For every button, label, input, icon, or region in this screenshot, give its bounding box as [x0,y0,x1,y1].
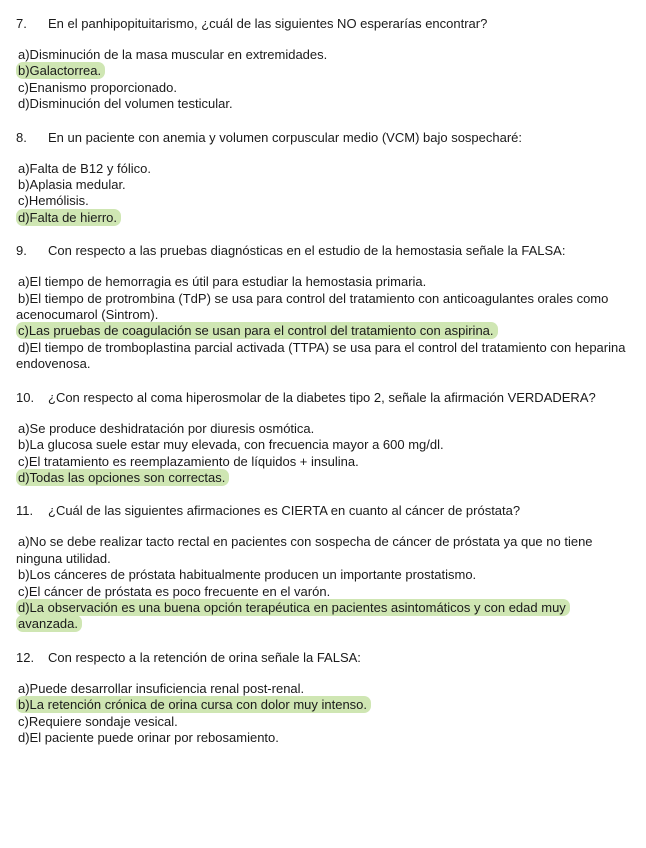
answer-option-text: a)Se produce deshidratación por diuresis osmótica. [18,420,315,436]
question-title [16,242,630,259]
answer-option [16,193,630,209]
answer-option [16,421,630,437]
answer-option-text: c)El cáncer de próstata es poco frecuente en el varón. [18,583,331,599]
answer-option-highlighted [16,600,630,633]
question-text: Con respecto a la retención de orina señale la FALSA: [48,649,361,665]
question-text: ¿Cuál de las siguientes afirmaciones es CIERTA en cuanto al cáncer de próstata? [48,503,521,519]
answer-option [16,340,630,373]
exam-document [16,15,630,746]
answer-options [16,274,630,372]
question-spacer [16,633,630,649]
question-title [16,129,630,146]
question-text: En un paciente con anemia y volumen corpuscular medio (VCM) bajo sospecharé: [48,129,523,145]
question-spacer [16,373,630,389]
answer-option-highlighted [16,210,630,226]
question-title [16,389,630,406]
answer-option [16,161,630,177]
answer-option [16,584,630,600]
answer-option-text: c)Enanismo proporcionado. [18,79,177,95]
answer-option [16,454,630,470]
answer-option-text: b)La retención crónica de orina cursa con dolor muy intenso. [16,696,371,713]
question-number: 10. [16,389,35,405]
answer-option-text: a)No se debe realizar tacto rectal en pacientes con sospecha de cáncer de próstata ya que no tiene ninguna utilidad. [16,534,593,566]
question-spacer [16,486,630,502]
answer-option [16,681,630,697]
question-number: 12. [16,649,35,665]
answer-option-highlighted [16,697,630,713]
question-10 [16,389,630,487]
answer-option-text: a)Puede desarrollar insuficiencia renal post-renal. [18,680,305,696]
question-12 [16,649,630,747]
answer-options [16,47,630,113]
answer-option-text: a)Disminución de la masa muscular en extremidades. [18,47,328,62]
answer-option [16,96,630,112]
answer-option [16,274,630,290]
question-number: 9. [16,243,27,259]
answer-option-highlighted [16,63,630,79]
answer-option-text: d)El paciente puede orinar por rebosamiento. [18,729,279,745]
question-9 [16,242,630,372]
answer-option-text: d)La observación es una buena opción terapéutica en pacientes asintomáticos y con edad muy avanzada. [16,599,570,632]
answer-option-text: c)Hemólisis. [18,193,89,209]
answer-option [16,291,630,324]
answer-option-text: d)Disminución del volumen testicular. [18,96,233,112]
answer-option-text: d)Todas las opciones son correctas. [16,469,229,486]
answer-option-text: d)Falta de hierro. [16,209,121,226]
question-8 [16,129,630,227]
question-spacer [16,113,630,129]
answer-option-text: b)Los cánceres de próstata habitualmente producen un importante prostatismo. [18,567,477,583]
answer-option-highlighted [16,323,630,339]
answer-option [16,80,630,96]
answer-option-text: d)El tiempo de tromboplastina parcial activada (TTPA) se usa para el control del tratamiento con heparina endovenosa. [16,339,626,372]
answer-option [16,714,630,730]
question-title [16,502,630,519]
answer-options [16,421,630,487]
answer-option [16,177,630,193]
question-text: En el panhipopituitarismo, ¿cuál de las siguientes NO esperarías encontrar? [48,16,488,31]
answer-option-text: b)La glucosa suele estar muy elevada, con frecuencia mayor a 600 mg/dl. [18,437,444,453]
answer-options [16,534,630,632]
question-title [16,15,630,32]
question-number: 11. [16,503,34,519]
answer-option-text: b)Aplasia medular. [18,177,126,193]
question-11 [16,502,630,632]
answer-option-text: c)Requiere sondaje vesical. [18,713,178,729]
question-text: ¿Con respecto al coma hiperosmolar de la diabetes tipo 2, señale la afirmación VERDADERA? [48,389,596,405]
answer-option [16,567,630,583]
question-number: 7. [16,16,27,31]
answer-option-text: c)Las pruebas de coagulación se usan para el control del tratamiento con aspirina. [16,322,498,339]
answer-option-text: b)El tiempo de protrombina (TdP) se usa para control del tratamiento con anticoagulantes orales como acenocumarol (Sintrom). [16,290,609,323]
question-text: Con respecto a las pruebas diagnósticas en el estudio de la hemostasia señale la FALSA: [48,243,566,259]
answer-option [16,47,630,63]
question-number: 8. [16,129,27,145]
answer-options [16,681,630,747]
question-spacer [16,226,630,242]
answer-options [16,161,630,227]
answer-option-text: b)Galactorrea. [16,62,105,79]
answer-option-highlighted [16,470,630,486]
answer-option [16,730,630,746]
answer-option-text: a)Falta de B12 y fólico. [18,160,151,176]
question-title [16,649,630,666]
answer-option-text: c)El tratamiento es reemplazamiento de líquidos + insulina. [18,453,359,469]
answer-option-text: a)El tiempo de hemorragia es útil para estudiar la hemostasia primaria. [18,274,427,290]
answer-option [16,534,630,567]
answer-option [16,437,630,453]
question-7 [16,15,630,113]
